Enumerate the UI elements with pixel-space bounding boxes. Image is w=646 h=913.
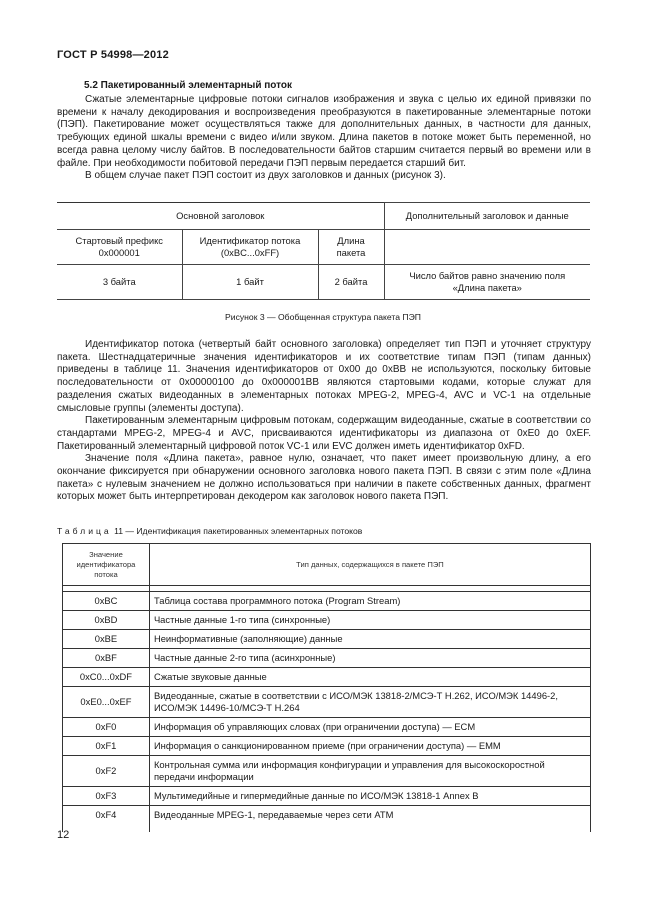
cell-line: Контрольная сумма или информация конфигурации и управления для высокоскоростной bbox=[153, 758, 545, 770]
cell-line: Видеоданные, сжатые в соответствии с ИСО/МЭК 13818-2/МСЭ-Т H.262, ИСО/МЭК 14496-2, bbox=[153, 689, 558, 701]
col-header-type: Тип данных, содержащихся в пакете ПЭП bbox=[149, 544, 590, 586]
cell-line: передачи информации bbox=[153, 771, 254, 782]
cell-line: Длина bbox=[337, 234, 365, 246]
table-row-desc: Информация об управляющих словах (при ограничении доступа) — ECM bbox=[149, 718, 590, 737]
caption-text: 11 — Идентификация пакетированных элементарных потоков bbox=[114, 526, 363, 536]
packet-length-cell bbox=[318, 230, 384, 265]
section-title: 5.2 Пакетированный элементарный поток bbox=[84, 80, 293, 91]
table-row-id: 0xBF bbox=[63, 649, 150, 668]
cell-line: Стартовый префикс bbox=[75, 234, 163, 246]
length-size-cell: 2 байта bbox=[318, 265, 384, 300]
figure-3-caption: Рисунок 3 — Обобщенная структура пакета ПЭП bbox=[225, 312, 421, 322]
table-row-desc: Мультимедийные и гипермедийные данные по ИСО/МЭК 13818-1 Annex B bbox=[149, 787, 590, 806]
table-row-id: 0xBD bbox=[63, 611, 150, 630]
col-header-id bbox=[63, 544, 150, 586]
prefix-size-cell: 3 байта bbox=[57, 265, 182, 300]
table-row-desc: Частные данные 1-го типа (синхронные) bbox=[149, 611, 590, 630]
cell-line: (0xBC...0xFF) bbox=[220, 247, 280, 258]
paragraph: Пакетированным элементарным цифровым потокам, содержащим видеоданные, сжатые в соответствии со стандартами MPEG-2, MPEG-4 и AVC, присваиваются идентификаторы из диапазона от 0xE0 до 0xEF. Пакетированный элементарный цифровой поток VC-1 или EVC должен иметь идентификатор 0xFD. bbox=[57, 415, 591, 452]
table-row-id: 0xF1 bbox=[63, 737, 150, 756]
paragraph: В общем случае пакет ПЭП состоит из двух заголовков и данных (рисунок 3). bbox=[85, 170, 446, 182]
table-row-desc: Видеоданные MPEG-1, передаваемые через сети ATM bbox=[149, 806, 590, 832]
table-row-id: 0xBE bbox=[63, 630, 150, 649]
table-row-id: 0xF4 bbox=[63, 806, 150, 832]
main-header-cell: Основной заголовок bbox=[57, 203, 384, 230]
cell-line: Идентификатор потока bbox=[199, 234, 301, 246]
table-row-desc bbox=[149, 687, 590, 718]
extra-header-cell: Дополнительный заголовок и данные bbox=[384, 203, 590, 230]
stream-id-size-cell: 1 байт bbox=[182, 265, 318, 300]
table-row-desc bbox=[149, 756, 590, 787]
cell-line: потока bbox=[94, 569, 118, 579]
stream-id-cell bbox=[182, 230, 318, 265]
table-row-desc: Неинформативные (заполняющие) данные bbox=[149, 630, 590, 649]
data-size-cell bbox=[384, 265, 590, 300]
caption-label: Таблица bbox=[57, 526, 112, 536]
paragraph: Сжатые элементарные цифровые потоки сигналов изображения и звука с целью их единой привязки по времени к началу декодирования и воспроизведения преобразуются в пакетированные элементарные потоки (ПЭП). Пакетирование может осуществляться также для дополнительных данных, в частности для данных, требующих единой шкалы времени с видео и/или звуком. Длина пакетов в потоке может быть переменной, но всегда равна целому числу байтов. В последовательности байтов старшим считается первый во времени или в файле. При необходимости побитовой передачи ПЭП первым передается старший бит. bbox=[57, 94, 591, 169]
paragraph: Значение поля «Длина пакета», равное нулю, означает, что пакет имеет произвольную длину, а его окончание фиксируется при обнаружении основного заголовка нового пакета ПЭП. В связи с этим поле «Длина пакета» с нулевым значением не должно использоваться при наличии в пакете собственных данных, фрагмент которых может быть интерпретирован декодером как заголовок нового пакета ПЭП. bbox=[57, 453, 591, 503]
table-row-desc: Сжатые звуковые данные bbox=[149, 668, 590, 687]
cell-line: 0x000001 bbox=[98, 247, 140, 258]
table-row-id: 0xE0...0xEF bbox=[63, 687, 150, 718]
cell-line: «Длина пакета» bbox=[452, 282, 522, 293]
paragraph: Идентификатор потока (четвертый байт основного заголовка) определяет тип ПЭП и уточняет структуру пакета. Шестнадцатеричные значения идентификаторов и их соответствие типам ПЭП (типам данных) приведены в таблице 11. Значения идентификаторов от 0x00 до 0xBB не используются, поскольку битовые последовательности от 0x00000100 до 0x000001BB являются стартовыми кодами, которые служат для разделения сжатых видеоданных в элементарных потоках MPEG-2, MPEG-4, AVC и VC-1 на отдельные смысловые группы (элементы доступа). bbox=[57, 339, 591, 414]
page-number: 12 bbox=[57, 829, 70, 841]
table-11-caption bbox=[57, 526, 362, 536]
cell-line: ИСО/МЭК 14496-10/МСЭ-Т H.264 bbox=[153, 702, 300, 713]
table-row-desc: Таблица состава программного потока (Program Stream) bbox=[149, 592, 590, 611]
body-text bbox=[57, 339, 591, 504]
figure-3-packet-structure bbox=[57, 202, 590, 300]
intro-text bbox=[57, 94, 591, 183]
table-row-id: 0xC0...0xDF bbox=[63, 668, 150, 687]
table-row-desc: Информация о санкционированном приеме (при ограничении доступа) — EMM bbox=[149, 737, 590, 756]
cell-line: идентификатора bbox=[76, 559, 136, 569]
table-row-id: 0xBC bbox=[63, 592, 150, 611]
table-row-id: 0xF3 bbox=[63, 787, 150, 806]
cell-line: Значение bbox=[89, 549, 123, 559]
table-row-desc: Частные данные 2-го типа (асинхронные) bbox=[149, 649, 590, 668]
table-11 bbox=[62, 543, 591, 832]
table-row-id: 0xF0 bbox=[63, 718, 150, 737]
cell-line: Число байтов равно значению поля bbox=[409, 269, 566, 281]
start-prefix-cell bbox=[57, 230, 182, 265]
table-row-id: 0xF2 bbox=[63, 756, 150, 787]
empty-cell bbox=[384, 230, 590, 265]
cell-line: пакета bbox=[336, 247, 366, 258]
document-header: ГОСТ Р 54998—2012 bbox=[57, 49, 169, 61]
